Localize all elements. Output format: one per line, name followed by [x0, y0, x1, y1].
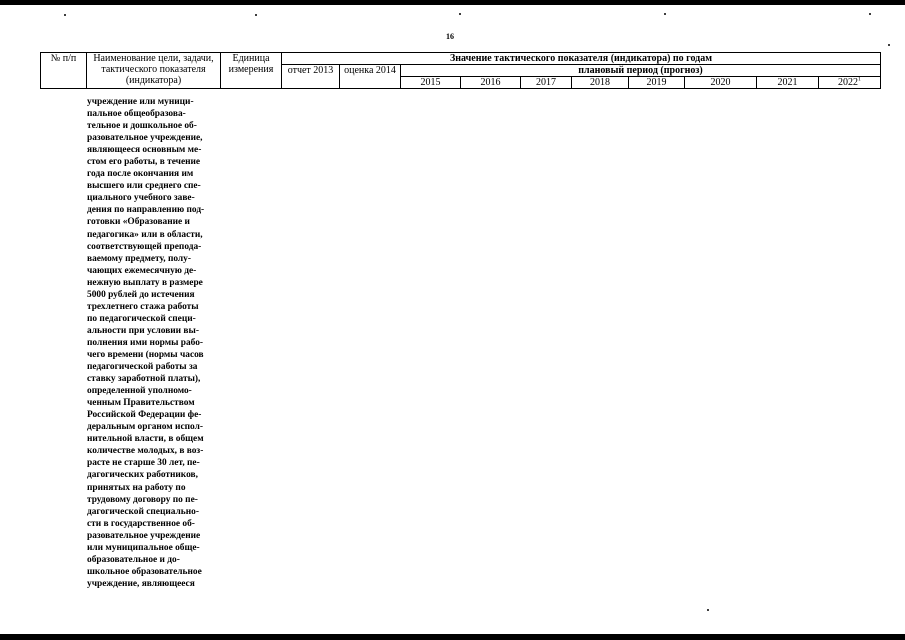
goal-text-line: Российской Федерации фе- — [87, 410, 202, 421]
goal-text-line: педагогика» или в области, — [87, 229, 203, 240]
header-num: № п/п — [41, 53, 87, 89]
goal-text-line: трехлетнего стажа работы — [87, 301, 199, 312]
goal-text-line: педагогической работы за — [87, 362, 198, 373]
goal-text-line: дагогической специально- — [87, 506, 199, 517]
header-report-2013: отчет 2013 — [282, 65, 340, 89]
goal-text-line: школьное образовательное — [87, 566, 202, 577]
goal-text-line: ченным Правительством — [87, 398, 195, 409]
header-year: 2020 — [685, 77, 757, 89]
scan-speck — [64, 14, 66, 16]
header-forecast: плановый период (прогноз) — [401, 65, 881, 77]
goal-text-line: готовки «Образование и — [87, 217, 190, 228]
footnote-marker: 1 — [858, 76, 861, 83]
header-estimate-2014: оценка 2014 — [340, 65, 401, 89]
goal-text-line: деральным органом испол- — [87, 422, 203, 433]
scan-bottom-border — [0, 634, 905, 640]
goal-text-line: количестве молодых, в воз- — [87, 446, 204, 457]
goal-text-line: года после окончания им — [87, 169, 194, 180]
scan-speck — [664, 13, 666, 15]
scan-speck — [869, 13, 871, 15]
goal-text-line: являющееся основным ме- — [87, 145, 202, 156]
goal-text-line: циального учебного заве- — [87, 193, 195, 204]
header-year: 2015 — [401, 77, 461, 89]
goal-text-line: полнения ими нормы рабо- — [87, 337, 204, 348]
goal-text-line: высшего или среднего спе- — [87, 181, 201, 192]
goal-text-line: расте не старше 30 лет, пе- — [87, 458, 200, 469]
scan-speck — [255, 14, 257, 16]
header-year: 2017 — [521, 77, 572, 89]
scan-top-border — [0, 0, 905, 5]
goal-text-line: чающих ежемесячную де- — [87, 265, 197, 276]
scan-speck — [888, 44, 890, 46]
scan-speck — [459, 13, 461, 15]
goal-text-line: тельное и дошкольное об- — [87, 121, 197, 132]
goal-text-line: учреждение, являющееся — [87, 578, 195, 589]
goal-text-line: определенной уполномо- — [87, 386, 192, 397]
goal-text-line: пальное общеобразова- — [87, 109, 186, 120]
header-values: Значение тактического показателя (индикатора) по годам — [282, 53, 881, 65]
page-number: 16 — [446, 32, 454, 41]
goal-description — [87, 96, 217, 590]
goal-text-line: нительной власти, в общем — [87, 434, 204, 445]
goal-text-line: нежную выплату в размере — [87, 277, 203, 288]
goal-text-line: разовательное учреждение — [87, 530, 201, 541]
header-year: 2019 — [629, 77, 685, 89]
goal-text-line: дагогических работников, — [87, 470, 198, 481]
header-name: Наименование цели, задачи, тактического показателя (индикатора) — [87, 53, 221, 89]
goal-text-line: дения по направлению под- — [87, 205, 205, 216]
goal-text-line: чего времени (нормы часов — [87, 349, 204, 360]
header-year: 2016 — [461, 77, 521, 89]
goal-text-line: учреждение или муници- — [87, 97, 194, 107]
goal-text-line: или муниципальное обще- — [87, 542, 200, 553]
header-year-value: 2022 — [838, 77, 858, 88]
goal-text-line: стом его работы, в течение — [87, 157, 201, 168]
goal-text-line: ставку заработной платы), — [87, 374, 201, 385]
goal-text-line: образовательное и до- — [87, 554, 180, 565]
header-year-last — [819, 77, 881, 89]
goal-text-line: 5000 рублей до истечения — [87, 289, 195, 300]
goal-text-line: соответствующей препода- — [87, 241, 202, 252]
goal-text-line: принятых на работу по — [87, 482, 186, 493]
goal-text-line: трудовому договору по пе- — [87, 494, 198, 505]
goal-text-line: по педагогической специ- — [87, 313, 196, 324]
goal-text-line: разовательное учреждение, — [87, 133, 203, 144]
goal-text-line: сти в государственное об- — [87, 518, 195, 529]
scan-speck — [707, 609, 709, 611]
goal-text-line: альности при условии вы- — [87, 325, 199, 336]
indicator-table — [40, 52, 881, 89]
header-year: 2018 — [572, 77, 629, 89]
goal-text-line: ваемому предмету, полу- — [87, 253, 191, 264]
header-unit: Единица измерения — [221, 53, 282, 89]
header-year: 2021 — [757, 77, 819, 89]
